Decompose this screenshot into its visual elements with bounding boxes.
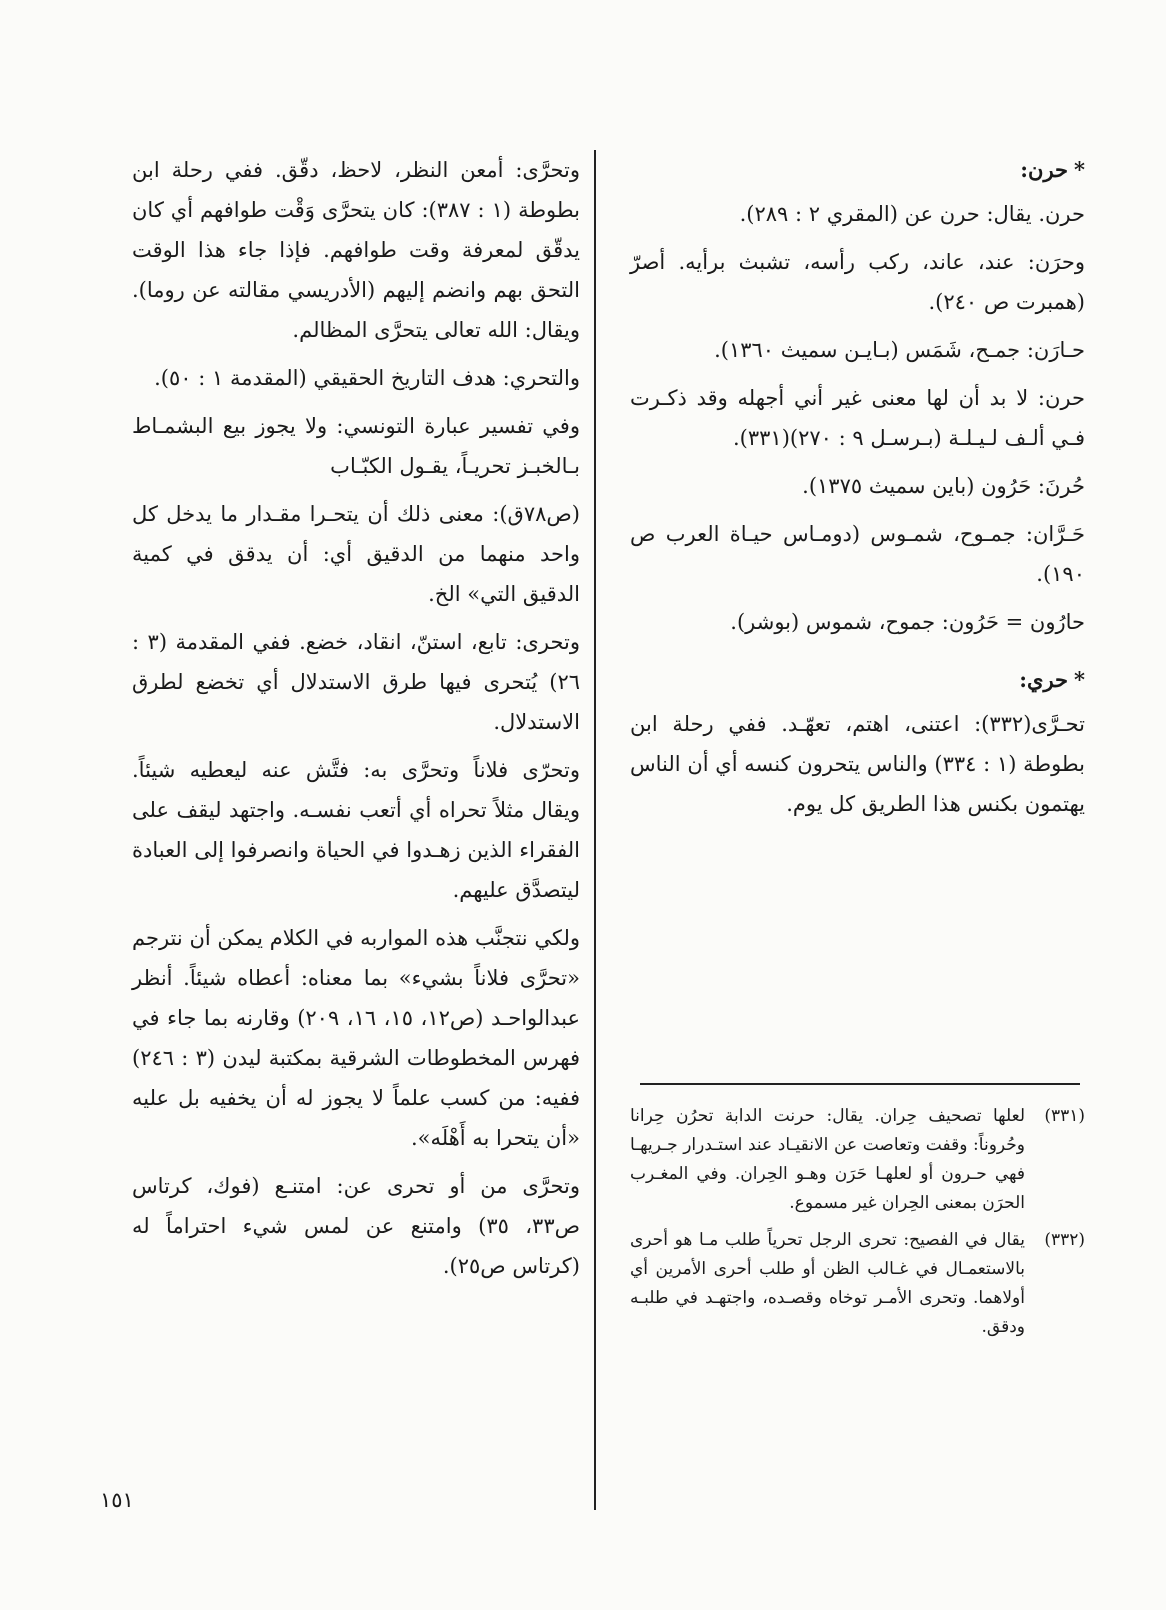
entry-heading-hry: *حري: — [1019, 667, 1085, 692]
footnote — [630, 1226, 1085, 1342]
paragraph: ولكي نتجنَّب هذه المواربه في الكلام يمكن أن نترجم «تحرَّى فلاناً بشيء» بما معناه: أعطاه شيئاً. أنظر عبدالواحـد (ص١٢، ١٥، ١٦، ٢٠٩) وقارنه بما جاء في فهرس المخطوطات الشرقية بمكتبة ليدن (٣ : ٢٤٦) ففيه: من كسب علماً لا يجوز له أن يخفيه بل عليه «أن يتحرا به أَهْلَه». — [132, 926, 580, 1150]
paragraph: تحـرَّى(٣٣٢): اعتنى، اهتم، تعهّـد. ففي رحلة ابن بطوطة (١ : ٣٣٤) والناس يتحرون كنسه أي أن الناس يهتمون بكنس هذا الطريق كل يوم. — [630, 712, 1085, 816]
entry-star: * — [1074, 667, 1085, 692]
footnote — [630, 1102, 1085, 1218]
paragraph: حرن. يقال: حرن عن (المقري ٢ : ٢٨٩). — [739, 202, 1085, 226]
footnote-rule — [640, 1083, 1080, 1085]
paragraph: وتحرّى فلاناً وتحرَّى به: فتَّش عنه ليعطيه شيئاً. ويقال مثلاً تحراه أي أتعب نفسـه. واجتهد ليقف على الفقراء الذين زهـدوا في الحياة وانصرفوا إلى العبادة ليتصدَّق عليهم. — [132, 758, 580, 902]
footnote-text: يقال في الفصيح: تحرى الرجل تحرياً طلب مـا هو أحرى بالاستعمـال في غـالب الظن أو طلب أحرى الأمرين أي أولاهما. وتحرى الأمـر توخاه وقصـده، واجتهـد في طلبـه ودقق. — [630, 1230, 1025, 1337]
entry-heading-hrn: *حرن: — [1020, 157, 1085, 182]
paragraph: حـارَن: جمـح، شَمَس (بـايـن سميث ١٣٦٠). — [714, 338, 1085, 362]
right-column — [630, 150, 1085, 832]
paragraph: وفي تفسير عبارة التونسي: ولا يجوز بيع البشمـاط بـالخبـز تحريـاً، يقـول الكبّـاب — [132, 414, 580, 478]
footnote-number: (٣٣١) — [1044, 1106, 1085, 1126]
paragraph: وحرَن: عند، عاند، ركب رأسه، تشبث برأيه. أصرّ (همبرت ص ٢٤٠). — [630, 250, 1085, 314]
footnote-number: (٣٣٢) — [1044, 1230, 1085, 1250]
paragraph: (ص٧٨ق): معنى ذلك أن يتحـرا مقـدار ما يدخل كل واحد منهما من الدقيق أي: أن يدقق في كمية الدقيق التي» الخ. — [132, 502, 580, 606]
footnotes — [630, 1102, 1085, 1350]
entry-star: * — [1074, 157, 1085, 182]
paragraph: حَـرَّان: جمـوح، شمـوس (دومـاس حيـاة العرب ص ١٩٠). — [630, 522, 1085, 586]
paragraph: وتحرَّى: أمعن النظر، لاحظ، دقّق. ففي رحلة ابن بطوطة (١ : ٣٨٧): كان يتحرَّى وَقْت طوافهم أي كان يدقّق لمعرفة وقت طوافهم. فإذا جاء هذا الوقت التحق بهم وانضم إليهم (الأدريسي مقالته عن روما). ويقال: الله تعالى يتحرَّى المظالم. — [132, 158, 580, 342]
paragraph: وتحرَّى من أو تحرى عن: امتنـع (فوك، كرتاس ص٣٣، ٣٥) وامتنع عن لمس شيء احتراماً له (كرتاس ص٢٥). — [132, 1174, 580, 1278]
paragraph: والتحري: هدف التاريخ الحقيقي (المقدمة ١ : ٥٠). — [154, 366, 580, 390]
paragraph: حُرنَ: حَرُون (باين سميث ١٣٧٥). — [802, 474, 1085, 498]
paragraph: حارُون = حَرُون: جموح، شموس (بوشر). — [730, 610, 1085, 634]
page-number: ١٥١ — [100, 1488, 134, 1512]
left-column — [132, 150, 580, 1294]
column-divider — [594, 150, 596, 1510]
footnote-text: لعلها تصحيف حِران. يقال: حرنت الدابة تحرُن حِرانا وحُروناً: وقفت وتعاصت عن الانقيـاد عند استـدرار جـريهـا فهي حـرون أو لعلهـا حَرَن وهـو الحِران. وفي المغـرب الحرَن بمعنى الحِران غير مسموع. — [630, 1106, 1025, 1213]
paragraph: حرن: لا بد أن لها معنى غير أني أجهله وقد ذكـرت فـي ألـف لـيـلـة (بـرسـل ٩ : ٢٧٠)(٣٣١). — [630, 386, 1085, 450]
paragraph: وتحرى: تابع، استنّ، انقاد، خضع. ففي المقدمة (٣ : ٢٦) يُتحرى فيها طرق الاستدلال أي تخضع لطرق الاستدلال. — [132, 630, 580, 734]
